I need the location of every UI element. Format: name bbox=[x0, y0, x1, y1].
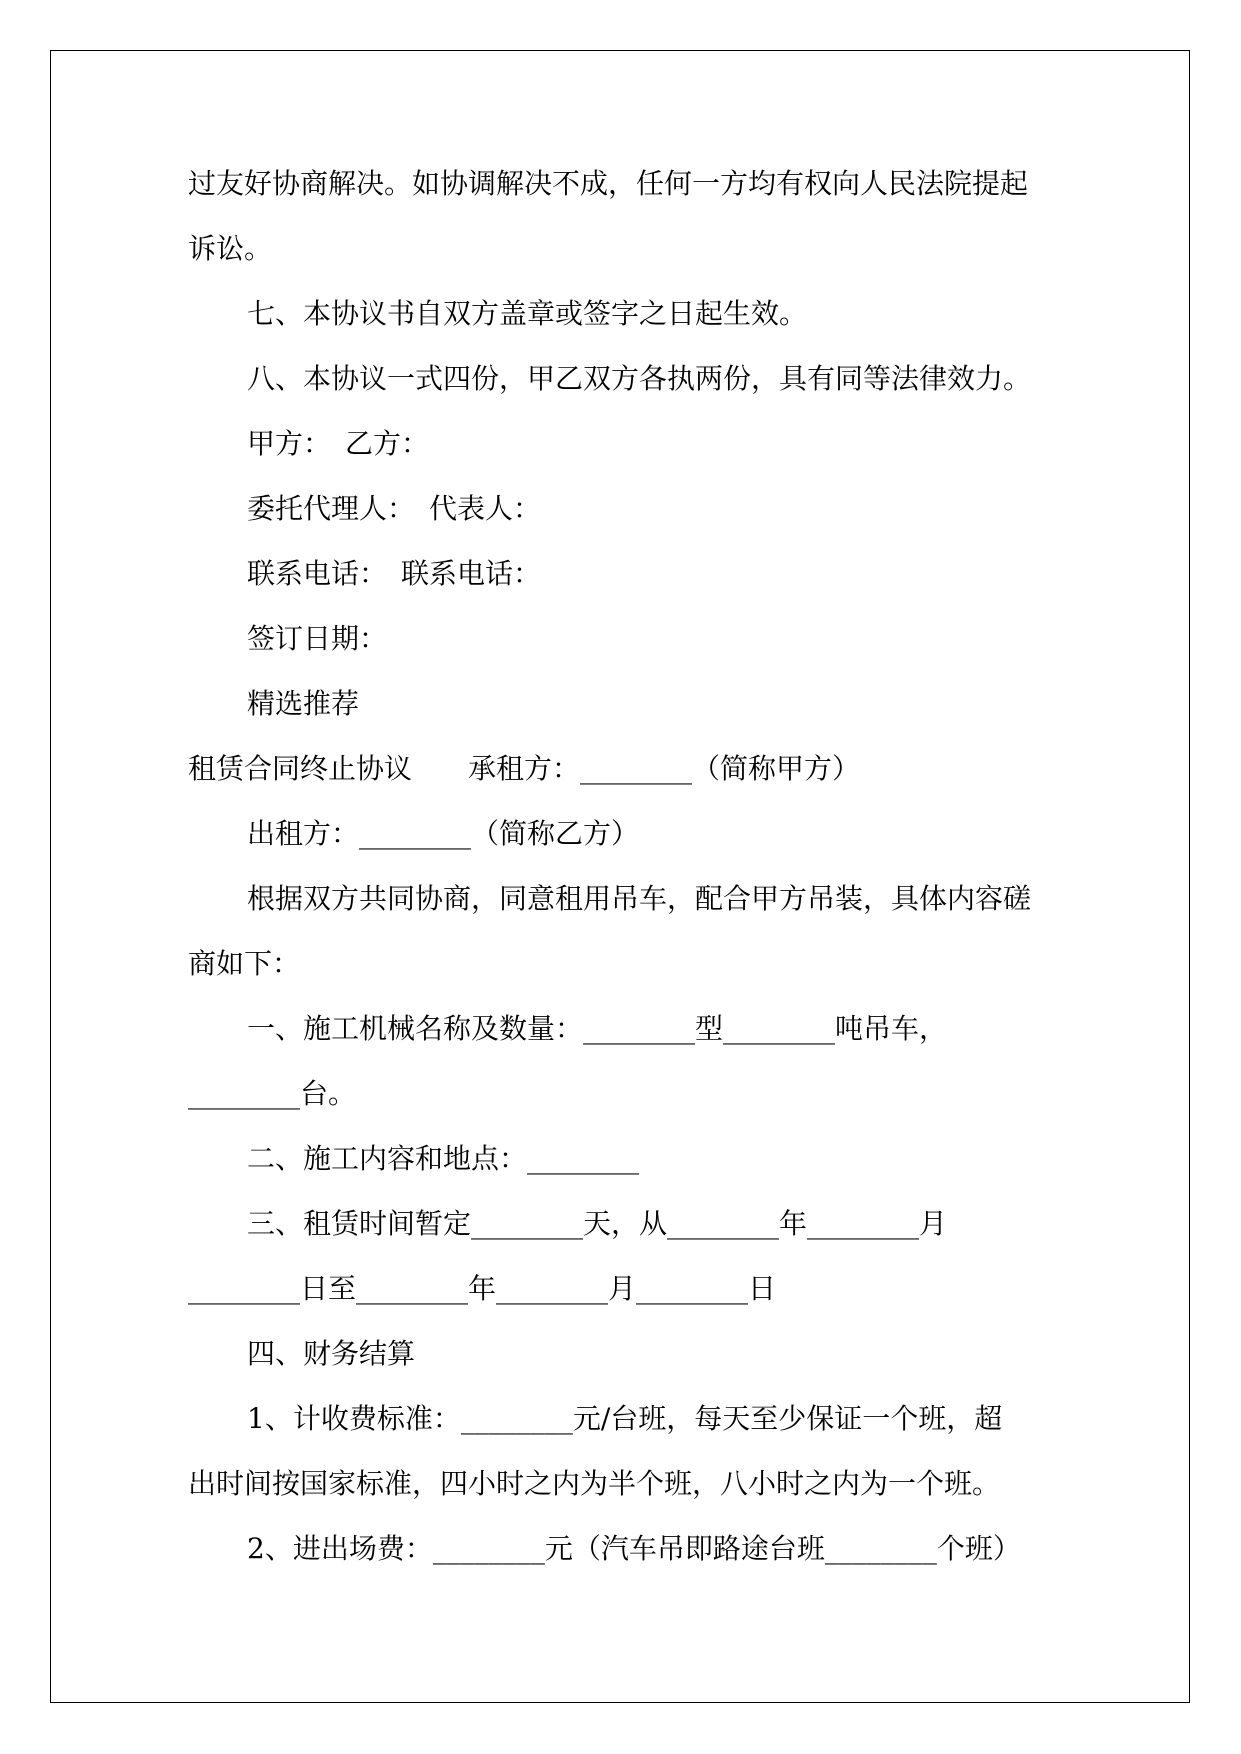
signing-date-label: 签订日期： bbox=[247, 622, 388, 655]
phone-labels: 联系电话： 联系电话： bbox=[247, 557, 542, 590]
party-labels: 甲方： 乙方： bbox=[247, 427, 430, 460]
fee-standard-line-1: 1、计收费标准：________元/台班，每天至少保证一个班，超 bbox=[247, 1402, 1003, 1435]
paragraph-line-1: 过友好协商解决。如协调解决不成，任何一方均有权向人民法院提起 bbox=[188, 167, 1029, 200]
paragraph-line-2: 诉讼。 bbox=[188, 232, 273, 265]
clause-three-line-1: 三、租赁时间暂定________天，从________年________月 bbox=[247, 1207, 948, 1240]
clause-eight: 八、本协议一式四份，甲乙双方各执两份，具有同等法律效力。 bbox=[247, 362, 1032, 395]
agent-labels: 委托代理人： 代表人： bbox=[247, 492, 542, 525]
clause-seven: 七、本协议书自双方盖章或签字之日起生效。 bbox=[247, 297, 808, 330]
clause-two: 二、施工内容和地点：________ bbox=[247, 1142, 640, 1175]
entry-exit-fee-line: 2、进出场费：________元（汽车吊即路途台班________个班） bbox=[247, 1532, 1021, 1565]
clause-one-line-1: 一、施工机械名称及数量：________型________吨吊车， bbox=[247, 1012, 948, 1045]
intro-line-2: 商如下： bbox=[188, 947, 301, 980]
fee-standard-line-2: 出时间按国家标准，四小时之内为半个班，八小时之内为一个班。 bbox=[188, 1467, 1001, 1500]
clause-one-line-2: ________台。 bbox=[188, 1077, 357, 1110]
lessor-line: 出租方：________（简称乙方） bbox=[247, 817, 640, 850]
agreement-title-line: 租赁合同终止协议 承租方：________（简称甲方） bbox=[188, 752, 861, 785]
clause-four-heading: 四、财务结算 bbox=[247, 1337, 416, 1370]
clause-three-line-2: ________日至________年________月________日 bbox=[188, 1272, 777, 1305]
intro-line-1: 根据双方共同协商，同意租用吊车，配合甲方吊装，具体内容磋 bbox=[247, 882, 1032, 915]
featured-label: 精选推荐 bbox=[247, 687, 360, 720]
